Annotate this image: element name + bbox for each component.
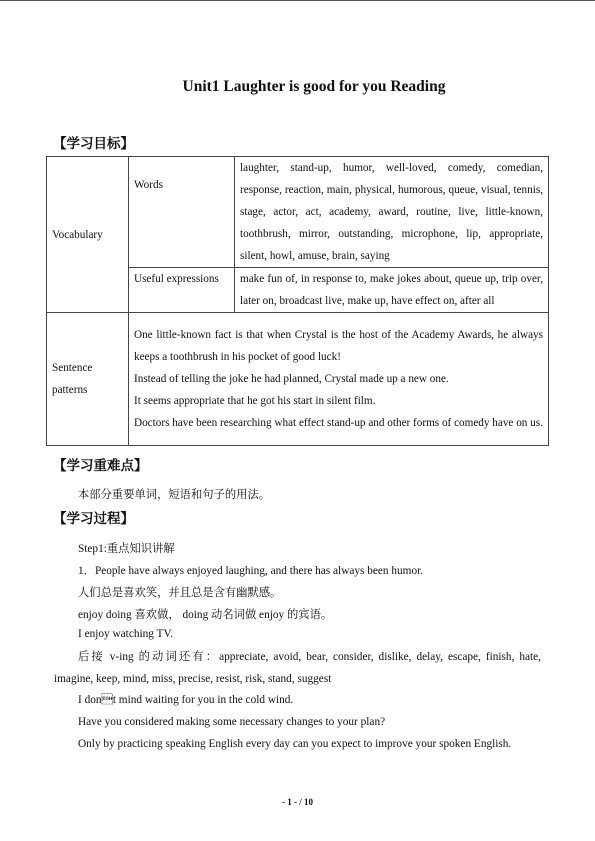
sentence-item: Instead of telling the joke he had planned, Crystal made up a new one. — [134, 373, 449, 385]
expressions-label: Useful expressions — [129, 268, 235, 313]
header-rule — [0, 0, 595, 1]
sentence-label-line2: patterns — [52, 384, 88, 396]
step-heading: Step1:重点知识讲解 — [78, 543, 175, 555]
example-sentence: I enjoy watching TV. — [78, 628, 173, 640]
words-label: Words — [129, 157, 235, 268]
enjoy-note: enjoy doing 喜欢做， doing 动名词做 enjoy 的宾语。 — [78, 609, 333, 621]
section-heading-goals: 【学习目标】 — [53, 136, 134, 152]
sentence-item: It seems appropriate that he got his start in silent film. — [134, 395, 376, 407]
section-heading-keypoints: 【学习重难点】 — [53, 458, 148, 474]
words-list: laughter, stand-up, humor, well-loved, comedy, comedian, response, reaction, main, physical, humorous, queue, visual, tennis, stage, actor, act, academy, award, routine, live, little-known, toothbrush, mirror, outstanding, microphone, lip, appropriate, silent, howl, amuse, brain, saying — [235, 157, 549, 268]
ving-verbs-text: 后接 v-ing 的动词还有：appreciate, avoid, bear, consider, dislike, delay, escape, finish, hate, imagine, keep, mind, miss, precise, resist, risk, stand, suggest — [54, 651, 541, 685]
section-heading-process: 【学习过程】 — [53, 511, 134, 527]
learning-goals-table — [46, 156, 549, 446]
example-sentence: Have you considered making some necessary changes to your plan? — [78, 716, 386, 728]
sentence-label-line1: Sentence — [52, 362, 93, 374]
sentence-patterns-label — [47, 313, 129, 446]
sentence-item: Doctors have been researching what effect stand-up and other forms of comedy have on us. — [134, 417, 543, 429]
point-1: 1．People have always enjoyed laughing, and there has always been humor. — [78, 565, 424, 577]
table-row — [47, 157, 549, 268]
page-title: Unit1 Laughter is good for you Reading — [182, 78, 446, 95]
sentence-patterns-list — [129, 313, 549, 446]
vocabulary-label: Vocabulary — [47, 157, 129, 313]
point-1-translation: 人们总是喜欢笑，并且总是含有幽默感。 — [78, 587, 282, 599]
sentence-item: One little-known fact is that when Crystal is the host of the Academy Awards, he always keeps a toothbrush in his pocket of good luck! — [134, 329, 543, 363]
keypoints-text: 本部分重要单词，短语和句子的用法。 — [78, 489, 271, 501]
table-row — [47, 313, 549, 446]
expressions-list: make fun of, in response to, make jokes about, queue up, trip over, later on, broadcast live, make up, have effect on, after all — [235, 268, 549, 313]
ving-verbs-note — [54, 646, 541, 690]
example-sentence: I dont mind waiting for you in the cold wind. — [78, 694, 294, 706]
example-sentence: Only by practicing speaking English every day can you expect to improve your spoken English. — [78, 738, 512, 750]
page-number: - 1 - / 10 — [282, 797, 313, 807]
